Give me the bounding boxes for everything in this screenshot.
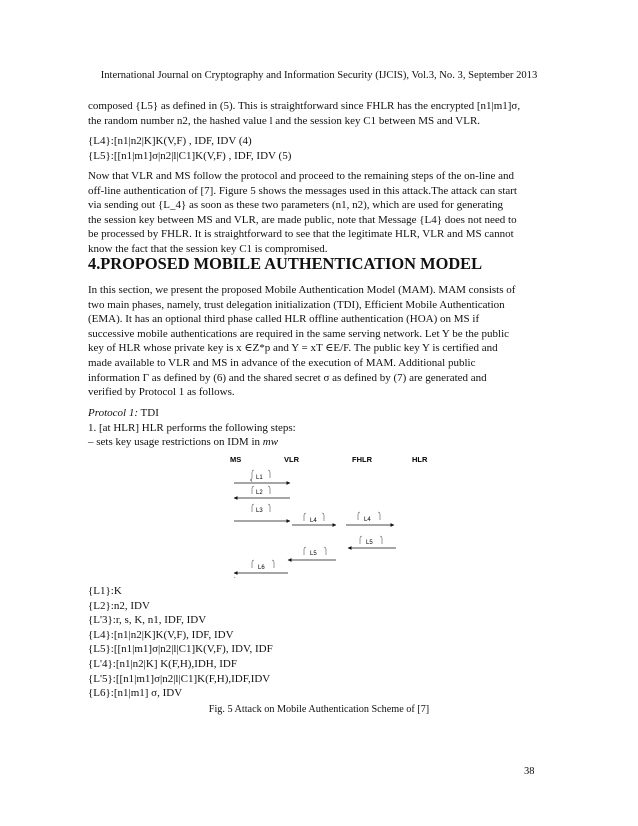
paragraph-line: key of HLR whose private key is x ∈Z*p and Y = xT ∈E/F. The public key Y is certified and <box>88 342 498 355</box>
column-fhlr: FHLR <box>352 455 372 464</box>
brace-l4a <box>304 513 306 521</box>
brace-l6 <box>252 560 254 568</box>
equation-4: {L4}:[n1|n2|K]K(V,F) , IDF, IDV (4) <box>88 135 252 147</box>
attack-message-diagram <box>200 450 440 580</box>
message-def-l1: {L1}:K <box>88 585 122 597</box>
protocol-step-1: 1. [at HLR] HLR performs the following steps: <box>88 421 296 434</box>
diagram-dot: . <box>234 574 236 580</box>
brace-l4b-right <box>378 512 380 520</box>
message-definitions <box>88 584 549 701</box>
paragraph-line: via sending out {L_4} as soon as these two parameters (n1, n2), which are used for generating <box>88 199 503 212</box>
paragraph-attack <box>88 169 549 257</box>
msg-l5-a: L5 <box>310 551 317 557</box>
brace-l5b-right <box>380 536 382 544</box>
column-hlr: HLR <box>412 455 428 464</box>
brace-l4a-right <box>322 513 324 521</box>
message-def-l5-prime: {L'5}:[[n1|m1]σ|n2|l|C1]K(F,H),IDF,IDV <box>88 672 271 685</box>
brace-l6-right <box>272 560 274 568</box>
page-number: 38 <box>524 766 535 777</box>
paragraph-line: made available to VLR and MS in advance of the execution of MAM. Additional public <box>88 356 476 369</box>
equation-5: {L5}:[[n1|m1]σ|n2|l|C1]K(V,F) , IDF, IDV (5) <box>88 149 292 162</box>
message-def-l2: {L2}:n2, IDV <box>88 599 150 612</box>
message-def-l6: {L6}:[n1|m1] σ, IDV <box>88 687 183 700</box>
message-def-l4: {L4}:[n1|n2|K]K(V,F), IDF, IDV <box>88 628 234 641</box>
protocol-title <box>88 406 549 421</box>
protocol-step-2-text: – sets key usage restrictions on IDM in <box>88 436 263 449</box>
protocol-block <box>88 406 549 450</box>
paragraph-line: know the fact that the session key C1 is compromised. <box>88 242 328 255</box>
protocol-name: TDI <box>138 407 159 419</box>
equation-block <box>88 134 549 163</box>
brace-l5a <box>304 547 306 555</box>
paragraph-line: verified by Protocol 1 as follows. <box>88 386 235 399</box>
protocol-label: Protocol 1: <box>88 407 138 419</box>
column-vlr: VLR <box>284 455 299 464</box>
brace-l2 <box>252 486 254 494</box>
msg-l5-b: L5 <box>366 540 373 546</box>
paragraph-line: off-line authentication of [7]. Figure 5 shows the messages used in this attack.The attack can start <box>88 184 517 197</box>
paragraph-line: two main phases, namely, trust delegation initialization (TDI), Efficient Mobile Authentication <box>88 298 505 311</box>
paragraph-mam <box>88 283 549 400</box>
brace-l5b <box>360 536 362 544</box>
message-def-l3-prime: {L'3}:r, s, K, n1, IDF, IDV <box>88 614 207 627</box>
protocol-step-2 <box>88 435 549 450</box>
message-def-l5: {L5}:[[n1|m1]σ|n2|l|C1]K(V,F), IDV, IDF <box>88 643 273 656</box>
paragraph-line: Now that VLR and MS follow the protocol and proceed to the remaining steps of the on-line and <box>88 170 514 182</box>
paragraph-line: (EMA). It has an optional third phase called HLR offline authentication (HOA) on MS if <box>88 313 480 326</box>
figure-caption: Fig. 5 Attack on Mobile Authentication Scheme of [7] <box>208 704 430 715</box>
paragraph-line: information Γ as defined by (6) and the shared secret σ as defined by (7) are generated and <box>88 371 487 384</box>
paragraph-line: successive mobile authentications are required in the same serving network. Let Y be the public <box>88 327 510 340</box>
column-ms: MS <box>230 455 242 464</box>
msg-l4-b: L4 <box>364 517 371 523</box>
paragraph-line: In this section, we present the proposed Mobile Authentication Model (MAM). MAM consists of <box>88 284 516 296</box>
brace-l3-right <box>268 504 270 512</box>
paragraph-continuation <box>88 99 549 128</box>
brace-l2-right <box>268 486 270 494</box>
msg-l4-a: L4 <box>310 518 317 524</box>
paragraph-line: the session key between MS and VLR, are made public, note that Message {L4} does not need to <box>88 213 517 226</box>
brace-l4b <box>358 512 360 520</box>
protocol-step-2-var: mw <box>262 436 279 449</box>
paragraph-line: composed {L5} as defined in (5). This is straightforward since FHLR has the encrypted [n1|m1]σ, <box>88 100 521 112</box>
msg-l6: L6 <box>258 565 265 571</box>
brace-l5a-right <box>324 547 326 555</box>
paragraph-line: be processed by FHLR. It is straightforward to see that the legitimate HLR, VLR and MS cannot <box>88 228 514 241</box>
msg-l2: L2 <box>256 490 263 496</box>
brace-l1-right <box>268 470 270 478</box>
journal-header: International Journal on Cryptography and Information Security (IJCIS), Vol.3, No. 3, September 2013 <box>100 70 538 81</box>
brace-l1 <box>250 470 254 482</box>
brace-l3 <box>252 504 254 512</box>
msg-l3: L3 <box>256 508 263 514</box>
message-def-l4-prime: {L'4}:[n1|n2|K] K(F,H),IDH, IDF <box>88 657 237 670</box>
section-heading: 4.PROPOSED MOBILE AUTHENTICATION MODEL <box>88 254 483 273</box>
msg-l1: L1 <box>256 475 263 481</box>
paragraph-line: the random number n2, the hashed value l and the session key C1 between MS and VLR. <box>88 114 481 127</box>
